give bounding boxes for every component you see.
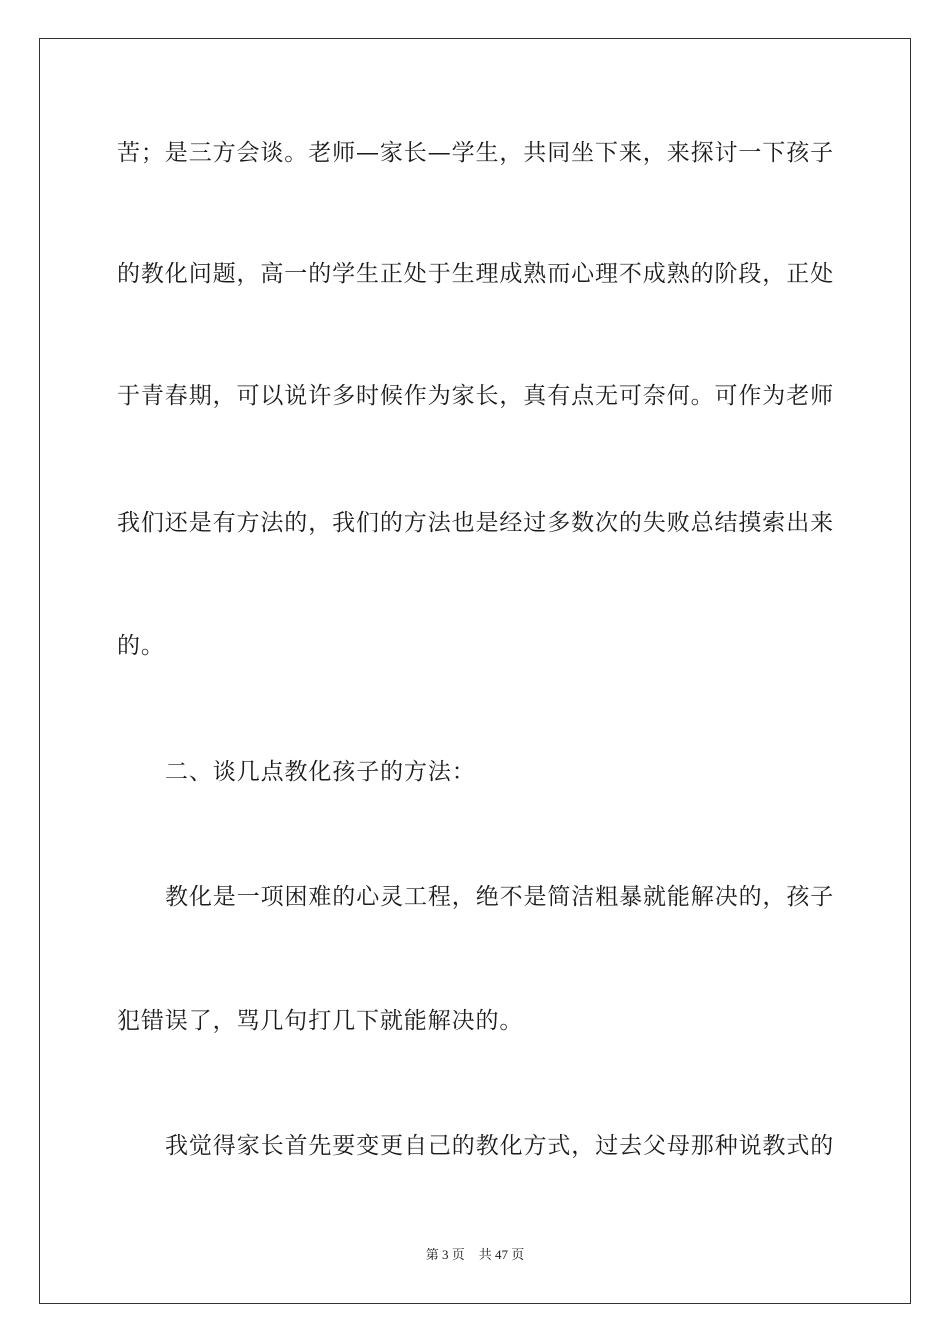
paragraph-line-2: 的教化问题，高一的学生正处于生理成熟而心理不成熟的阶段，正处 — [117, 261, 834, 287]
page-total: 共 47 页 — [478, 1247, 525, 1262]
paragraph-line-7: 教化是一项困难的心灵工程，绝不是简洁粗暴就能解决的，孩子 — [165, 884, 835, 910]
paragraph-line-1: 苦；是三方会谈。老师—家长—学生，共同坐下来，来探讨一下孩子 — [117, 140, 834, 166]
paragraph-line-3: 于青春期，可以说许多时候作为家长，真有点无可奈何。可作为老师 — [117, 383, 834, 409]
paragraph-line-8: 犯错误了，骂几句打几下就能解决的。 — [117, 1008, 524, 1034]
paragraph-line-5: 的。 — [117, 633, 165, 659]
paragraph-line-4: 我们还是有方法的，我们的方法也是经过多数次的失败总结摸索出来 — [117, 510, 834, 536]
page-border — [39, 38, 911, 1304]
page-number: 第 3 页 — [425, 1247, 465, 1262]
section-heading: 二、谈几点教化孩子的方法： — [165, 759, 476, 785]
paragraph-line-9: 我觉得家长首先要变更自己的教化方式，过去父母那种说教式的 — [165, 1133, 835, 1159]
page-footer — [0, 1246, 950, 1264]
